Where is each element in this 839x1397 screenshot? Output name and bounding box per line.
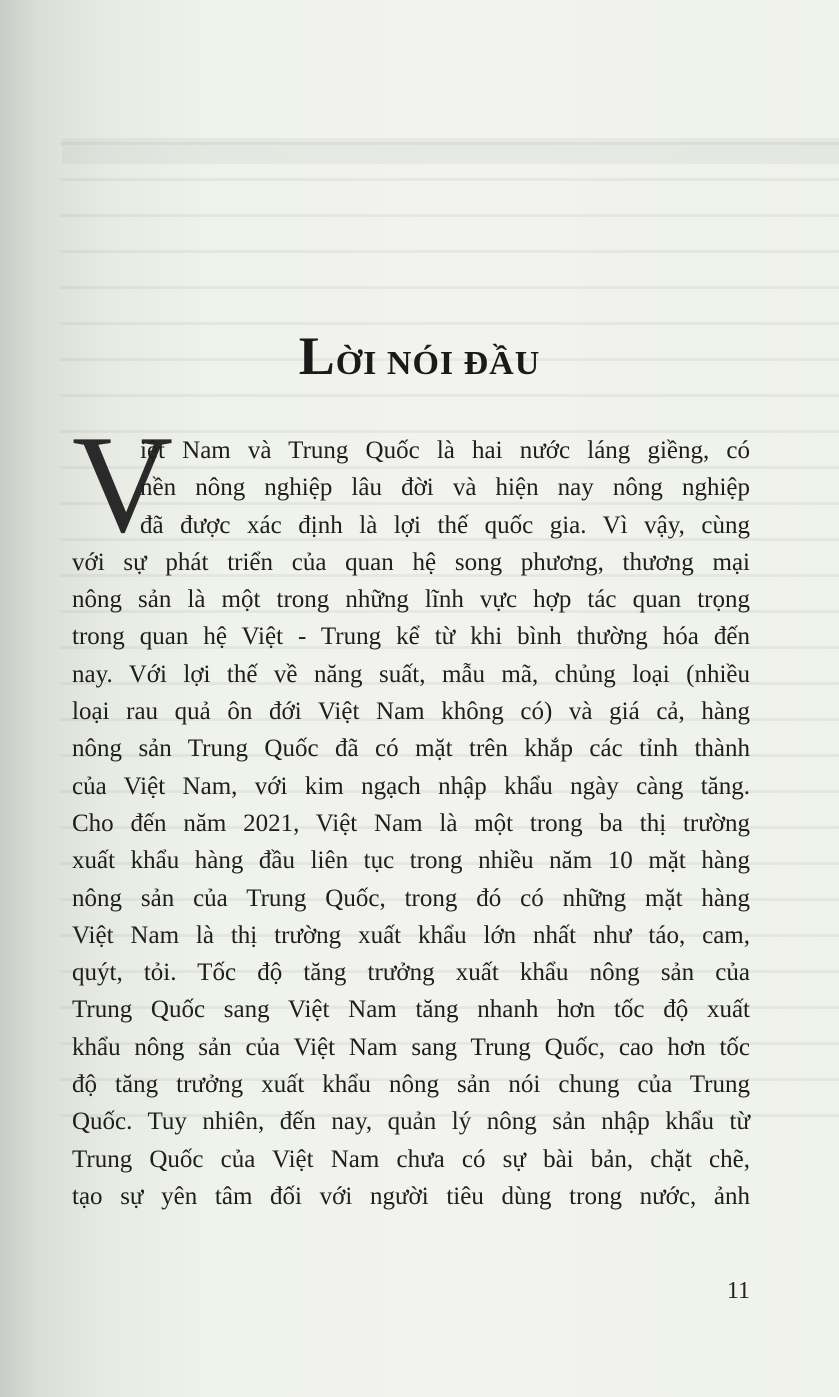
body-paragraph — [72, 407, 750, 1215]
text-line: Việt Nam là thị trường xuất khẩu lớn nhất như táo, cam, — [72, 921, 750, 949]
text-line: xuất khẩu hàng đầu liên tục trong nhiều năm 10 mặt hàng — [72, 847, 750, 875]
text-line: với sự phát triển của quan hệ song phương, thương mại — [72, 548, 750, 576]
text-line: trong quan hệ Việt - Trung kể từ khi bình thường hóa đến — [72, 623, 750, 651]
text-line: Trung Quốc của Việt Nam chưa có sự bài bản, chặt chẽ, — [72, 1145, 750, 1173]
text-line: Quốc. Tuy nhiên, đến nay, quản lý nông sản nhập khẩu từ — [72, 1108, 750, 1136]
text-line: nền nông nghiệp lâu đời và hiện nay nông nghiệp — [140, 474, 750, 502]
text-line: nông sản của Trung Quốc, trong đó có những mặt hàng — [72, 884, 750, 912]
text-line: quýt, tỏi. Tốc độ tăng trưởng xuất khẩu nông sản của — [72, 959, 750, 987]
text-line: tạo sự yên tâm đối với người tiêu dùng trong nước, ảnh — [72, 1182, 750, 1210]
text-line: nay. Với lợi thế về năng suất, mẫu mã, chủng loại (nhiều — [72, 660, 750, 688]
section-title-rest: ỜI NÓI ĐẦU — [335, 345, 541, 382]
section-title — [0, 325, 839, 387]
text-line: Cho đến năm 2021, Việt Nam là một trong ba thị trường — [72, 809, 750, 837]
section-title-initial: L — [298, 326, 336, 386]
drop-cap: V — [72, 407, 174, 562]
text-line: nông sản Trung Quốc đã có mặt trên khắp các tỉnh thành — [72, 735, 750, 763]
text-line: độ tăng trưởng xuất khẩu nông sản nói chung của Trung — [72, 1071, 750, 1099]
text-line: đã được xác định là lợi thế quốc gia. Vì vậy, cùng — [140, 511, 750, 539]
page-number: 11 — [726, 1278, 750, 1304]
text-line: khẩu nông sản của Việt Nam sang Trung Quốc, cao hơn tốc — [72, 1033, 750, 1061]
text-line: loại rau quả ôn đới Việt Nam không có) và giá cả, hàng — [72, 698, 750, 726]
text-line: Trung Quốc sang Việt Nam tăng nhanh hơn tốc độ xuất — [72, 996, 750, 1024]
text-line: iệt Nam và Trung Quốc là hai nước láng giềng, có — [140, 437, 750, 464]
text-line: nông sản là một trong những lĩnh vực hợp tác quan trọng — [72, 586, 750, 614]
text-line: của Việt Nam, với kim ngạch nhập khẩu ngày càng tăng. — [72, 772, 750, 800]
bleed-through-header — [62, 138, 839, 164]
